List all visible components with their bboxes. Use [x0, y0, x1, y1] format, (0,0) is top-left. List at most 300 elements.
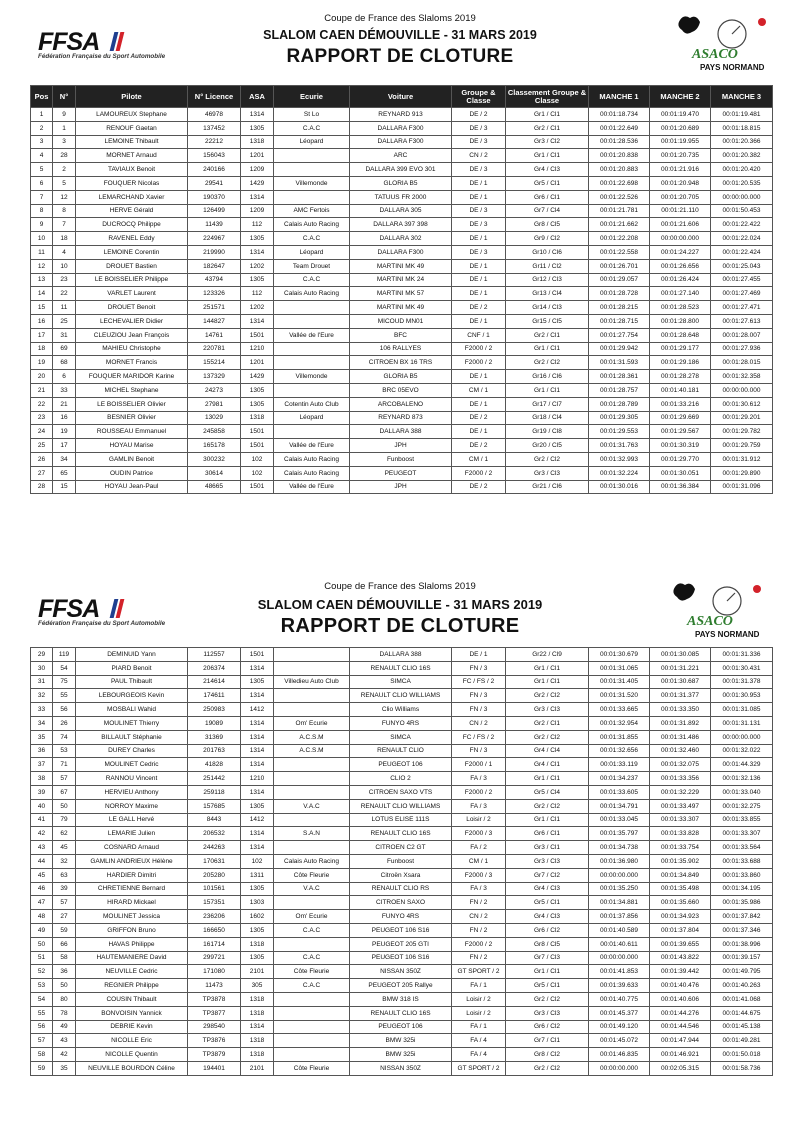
table-cell: DE / 2: [452, 301, 506, 315]
table-cell: 1412: [241, 813, 274, 827]
table-cell: Gr2 / Cl2: [506, 452, 589, 466]
table-cell: 240166: [188, 163, 241, 177]
table-row: [31, 661, 773, 675]
table-cell: 8443: [188, 813, 241, 827]
table-cell: GRIFFON Bruno: [76, 923, 188, 937]
table-cell: 00:01:20.705: [650, 190, 711, 204]
table-cell: 00:01:20.735: [650, 149, 711, 163]
table-cell: 00:01:20.366: [711, 135, 773, 149]
ffsa-logo-subtitle: Fédération Française du Sport Automobile: [38, 620, 166, 627]
table-cell: Gr4 / Cl3: [506, 163, 589, 177]
table-cell: 119: [53, 648, 76, 662]
table-cell: 00:01:40.181: [650, 383, 711, 397]
table-cell: [274, 992, 350, 1006]
table-row: [31, 882, 773, 896]
table-cell: 19089: [188, 716, 241, 730]
table-cell: A.C.S.M: [274, 744, 350, 758]
table-cell: 13: [31, 273, 53, 287]
table-cell: RENOUF Gaetan: [76, 121, 188, 135]
table-cell: 2101: [241, 965, 274, 979]
table-cell: 00:01:33.564: [711, 841, 773, 855]
table-cell: Loisir / 2: [452, 813, 506, 827]
table-cell: 251442: [188, 772, 241, 786]
table-cell: REGNIER Philippe: [76, 979, 188, 993]
table-cell: 8: [31, 204, 53, 218]
table-cell: BRC 05EVO: [350, 383, 452, 397]
table-cell: 4: [31, 149, 53, 163]
table-cell: 00:01:32.358: [711, 370, 773, 384]
table-cell: DE / 3: [452, 135, 506, 149]
table-cell: Gr11 / Cl2: [506, 259, 589, 273]
table-cell: CITROEN SAXO VTS: [350, 785, 452, 799]
table-cell: 66: [53, 937, 76, 951]
table-cell: 1314: [241, 245, 274, 259]
table-cell: 11: [53, 301, 76, 315]
table-cell: Gr1 / Cl1: [506, 965, 589, 979]
table-cell: CM / 1: [452, 383, 506, 397]
table-cell: DE / 1: [452, 259, 506, 273]
table-cell: Gr4 / Cl3: [506, 910, 589, 924]
table-cell: 00:01:20.535: [711, 176, 773, 190]
table-cell: Gr2 / Cl1: [506, 328, 589, 342]
table-cell: 00:01:21.781: [589, 204, 650, 218]
table-cell: 00:01:30.431: [711, 661, 773, 675]
table-cell: 00:01:20.689: [650, 121, 711, 135]
table-cell: 1201: [241, 356, 274, 370]
table-row: [31, 204, 773, 218]
table-cell: FA / 4: [452, 1034, 506, 1048]
table-cell: 11473: [188, 979, 241, 993]
table-cell: 00:01:35.498: [650, 882, 711, 896]
table-cell: 1429: [241, 370, 274, 384]
table-cell: 00:01:29.567: [650, 425, 711, 439]
table-cell: 00:01:33.119: [589, 758, 650, 772]
table-row: [31, 190, 773, 204]
table-cell: Clio Williams: [350, 703, 452, 717]
table-cell: Léopard: [274, 245, 350, 259]
table-cell: 00:01:40.589: [589, 923, 650, 937]
table-cell: 00:01:32.136: [711, 772, 773, 786]
table-cell: 1305: [241, 397, 274, 411]
table-cell: Gr2 / Cl2: [506, 730, 589, 744]
table-row: [31, 868, 773, 882]
table-cell: 00:01:34.849: [650, 868, 711, 882]
column-header: MANCHE 1: [589, 86, 650, 108]
table-cell: 00:01:40.263: [711, 979, 773, 993]
table-cell: 30614: [188, 466, 241, 480]
table-cell: RENAULT CLIO: [350, 744, 452, 758]
table-cell: Côte Fleurie: [274, 868, 350, 882]
table-cell: 00:01:35.986: [711, 896, 773, 910]
table-row: [31, 827, 773, 841]
table-cell: 00:01:25.043: [711, 259, 773, 273]
table-cell: BONVOISIN Yannick: [76, 1006, 188, 1020]
table-cell: 1314: [241, 785, 274, 799]
table-cell: PIARD Benoit: [76, 661, 188, 675]
table-cell: C.A.C: [274, 232, 350, 246]
table-cell: Calais Auto Racing: [274, 287, 350, 301]
table-cell: GAMLIN Benoit: [76, 452, 188, 466]
table-cell: 00:01:29.782: [711, 425, 773, 439]
table-cell: 00:01:37.856: [589, 910, 650, 924]
table-cell: FN / 3: [452, 703, 506, 717]
table-cell: 00:01:39.442: [650, 965, 711, 979]
table-row: [31, 135, 773, 149]
table-cell: 190370: [188, 190, 241, 204]
table-cell: 166650: [188, 923, 241, 937]
table-cell: 00:01:28.278: [650, 370, 711, 384]
table-cell: 28: [53, 149, 76, 163]
table-cell: 1314: [241, 716, 274, 730]
table-cell: RENAULT CLIO WILLIAMS: [350, 689, 452, 703]
table-cell: 205280: [188, 868, 241, 882]
table-cell: 1318: [241, 411, 274, 425]
table-cell: 5: [31, 163, 53, 177]
table-cell: 00:01:33.350: [650, 703, 711, 717]
table-cell: Gr3 / Cl2: [506, 135, 589, 149]
table-cell: Gr2 / Cl1: [506, 716, 589, 730]
table-cell: 00:01:32.993: [589, 452, 650, 466]
table-cell: 00:01:21.110: [650, 204, 711, 218]
table-cell: 244263: [188, 841, 241, 855]
column-header: ASA: [241, 86, 274, 108]
table-cell: Gr3 / Cl3: [506, 1006, 589, 1020]
table-cell: Léopard: [274, 411, 350, 425]
table-cell: 27: [53, 910, 76, 924]
table-cell: 157351: [188, 896, 241, 910]
table-cell: FUNYO 4RS: [350, 910, 452, 924]
table-cell: RAVENEL Eddy: [76, 232, 188, 246]
table-cell: MARTINI MK 24: [350, 273, 452, 287]
table-cell: F2000 / 2: [452, 356, 506, 370]
table-cell: 00:01:58.736: [711, 1061, 773, 1075]
table-cell: 00:01:34.237: [589, 772, 650, 786]
table-cell: Gr1 / Cl1: [506, 149, 589, 163]
table-cell: RENAULT CLIO WILLIAMS: [350, 799, 452, 813]
table-cell: 21: [31, 383, 53, 397]
table-cell: DROUET Benoit: [76, 301, 188, 315]
table-cell: 00:01:26.701: [589, 259, 650, 273]
table-cell: 00:01:22.526: [589, 190, 650, 204]
table-cell: 220781: [188, 342, 241, 356]
table-cell: C.A.C: [274, 979, 350, 993]
table-cell: 36: [53, 965, 76, 979]
table-cell: 15: [53, 480, 76, 494]
table-cell: 00:01:33.216: [650, 397, 711, 411]
table-cell: 31: [53, 328, 76, 342]
table-cell: LOTUS ELISE 111S: [350, 813, 452, 827]
table-cell: Gr7 / Cl3: [506, 951, 589, 965]
table-cell: MARTINI MK 49: [350, 301, 452, 315]
table-cell: 298540: [188, 1020, 241, 1034]
table-cell: 26: [53, 716, 76, 730]
table-cell: DALLARA 399 EVO 301: [350, 163, 452, 177]
table-cell: DALLARA 302: [350, 232, 452, 246]
table-cell: 48665: [188, 480, 241, 494]
table-cell: 157685: [188, 799, 241, 813]
table-cell: PEUGEOT 106: [350, 758, 452, 772]
table-cell: 00:01:19.481: [711, 108, 773, 122]
table-cell: 11: [31, 245, 53, 259]
table-cell: 37: [31, 758, 53, 772]
table-cell: 12: [53, 190, 76, 204]
table-cell: 00:01:33.045: [589, 813, 650, 827]
table-cell: 20: [31, 370, 53, 384]
table-cell: 00:01:38.996: [711, 937, 773, 951]
table-cell: HOYAU Jean-Paul: [76, 480, 188, 494]
table-cell: 1318: [241, 1006, 274, 1020]
table-cell: 43: [31, 841, 53, 855]
table-cell: 28: [31, 480, 53, 494]
table-cell: DE / 2: [452, 480, 506, 494]
table-row: [31, 1048, 773, 1062]
table-cell: FA / 1: [452, 1020, 506, 1034]
table-cell: FN / 2: [452, 896, 506, 910]
table-cell: 00:01:28.007: [711, 328, 773, 342]
table-cell: 00:01:30.953: [711, 689, 773, 703]
table-cell: [274, 937, 350, 951]
table-cell: 00:01:29.186: [650, 356, 711, 370]
table-row: [31, 149, 773, 163]
table-cell: REYNARD 913: [350, 108, 452, 122]
table-cell: 00:01:21.916: [650, 163, 711, 177]
table-cell: 219990: [188, 245, 241, 259]
table-cell: 43: [53, 1034, 76, 1048]
table-cell: F2000 / 1: [452, 758, 506, 772]
table-cell: 6: [53, 370, 76, 384]
table-cell: 1318: [241, 1048, 274, 1062]
table-cell: Léopard: [274, 135, 350, 149]
table-cell: 53: [53, 744, 76, 758]
table-cell: DALLARA F300: [350, 121, 452, 135]
ffsa-logo-word: FFSA: [38, 595, 100, 623]
table-cell: 1210: [241, 342, 274, 356]
table-cell: BILLAULT Stéphanie: [76, 730, 188, 744]
table-cell: MOULINET Cedric: [76, 758, 188, 772]
table-cell: SIMCA: [350, 730, 452, 744]
table-cell: [274, 1034, 350, 1048]
table-cell: 00:01:21.662: [589, 218, 650, 232]
table-cell: 00:01:32.224: [589, 466, 650, 480]
table-row: [31, 176, 773, 190]
table-cell: 00:01:40.606: [650, 992, 711, 1006]
table-cell: Gr4 / Cl1: [506, 758, 589, 772]
table-row: [31, 121, 773, 135]
table-cell: 1318: [241, 1034, 274, 1048]
table-cell: Gr16 / Cl6: [506, 370, 589, 384]
column-header: Classement Groupe & Classe: [506, 86, 589, 108]
table-cell: 156043: [188, 149, 241, 163]
table-row: [31, 648, 773, 662]
table-cell: 00:01:37.804: [650, 923, 711, 937]
table-row: [31, 675, 773, 689]
table-cell: 25: [53, 314, 76, 328]
table-cell: 1209: [241, 163, 274, 177]
table-cell: 00:01:31.486: [650, 730, 711, 744]
table-cell: 31: [31, 675, 53, 689]
table-cell: 101561: [188, 882, 241, 896]
table-cell: Gr12 / Cl3: [506, 273, 589, 287]
column-header: Pilote: [76, 86, 188, 108]
table-cell: 00:01:27.471: [711, 301, 773, 315]
table-cell: 56: [31, 1020, 53, 1034]
table-cell: 00:02:05.315: [650, 1061, 711, 1075]
table-cell: 236206: [188, 910, 241, 924]
table-cell: JPH: [350, 439, 452, 453]
table-cell: 42: [31, 827, 53, 841]
table-row: [31, 937, 773, 951]
table-cell: 26: [31, 452, 53, 466]
table-cell: COUSIN Thibault: [76, 992, 188, 1006]
table-row: [31, 480, 773, 494]
table-cell: 43794: [188, 273, 241, 287]
table-cell: FC / FS / 2: [452, 675, 506, 689]
table-cell: 1318: [241, 937, 274, 951]
table-cell: FN / 3: [452, 689, 506, 703]
table-cell: V.A.C: [274, 882, 350, 896]
table-cell: PEUGEOT 205 Rallye: [350, 979, 452, 993]
table-cell: GLORIA B5: [350, 370, 452, 384]
table-cell: 53: [31, 979, 53, 993]
table-cell: MOSBALI Wahid: [76, 703, 188, 717]
table-cell: LECHEVALIER Didier: [76, 314, 188, 328]
table-cell: 00:01:45.377: [589, 1006, 650, 1020]
table-cell: [274, 163, 350, 177]
table-cell: 00:01:26.656: [650, 259, 711, 273]
table-row: [31, 951, 773, 965]
table-cell: 00:01:31.892: [650, 716, 711, 730]
table-cell: 30: [31, 661, 53, 675]
table-cell: 00:00:00.000: [711, 730, 773, 744]
table-cell: 00:01:28.215: [589, 301, 650, 315]
table-cell: MARTINI MK 49: [350, 259, 452, 273]
table-cell: DROUET Bastien: [76, 259, 188, 273]
table-cell: FOUQUER MARIDOR Karine: [76, 370, 188, 384]
table-row: [31, 910, 773, 924]
table-cell: 18: [53, 232, 76, 246]
table-cell: GLORIA B5: [350, 176, 452, 190]
table-cell: 00:01:32.954: [589, 716, 650, 730]
table-cell: CM / 1: [452, 452, 506, 466]
table-cell: 00:01:26.424: [650, 273, 711, 287]
table-cell: HOYAU Marise: [76, 439, 188, 453]
table-cell: 80: [53, 992, 76, 1006]
table-cell: DE / 1: [452, 370, 506, 384]
table-cell: 35: [53, 1061, 76, 1075]
table-cell: Côte Fleurie: [274, 1061, 350, 1075]
table-cell: Gr2 / Cl2: [506, 356, 589, 370]
table-cell: 00:01:35.660: [650, 896, 711, 910]
table-cell: 00:01:18.734: [589, 108, 650, 122]
table-cell: RENAULT CLIO 16S: [350, 1006, 452, 1020]
table-cell: 55: [31, 1006, 53, 1020]
table-cell: Gr3 / Cl1: [506, 841, 589, 855]
cup-title: Coupe de France des Slaloms 2019: [324, 581, 476, 592]
table-cell: 27: [31, 466, 53, 480]
table-cell: 22: [31, 397, 53, 411]
table-cell: Gr9 / Cl2: [506, 232, 589, 246]
table-cell: 251571: [188, 301, 241, 315]
table-cell: CN / 2: [452, 910, 506, 924]
table-cell: 1210: [241, 772, 274, 786]
table-cell: 3: [31, 135, 53, 149]
table-cell: 123326: [188, 287, 241, 301]
table-cell: HAVAS Philippe: [76, 937, 188, 951]
table-cell: Gr3 / Cl3: [506, 703, 589, 717]
column-header: MANCHE 2: [650, 86, 711, 108]
table-cell: 00:01:46.835: [589, 1048, 650, 1062]
table-cell: 1318: [241, 992, 274, 1006]
table-cell: 00:01:29.770: [650, 452, 711, 466]
table-cell: CN / 2: [452, 149, 506, 163]
table-cell: 126499: [188, 204, 241, 218]
table-cell: GAMLIN ANDRIEUX Hélène: [76, 854, 188, 868]
table-cell: Villemonde: [274, 176, 350, 190]
table-cell: Gr6 / Cl2: [506, 923, 589, 937]
table-cell: JPH: [350, 480, 452, 494]
table-cell: DE / 3: [452, 204, 506, 218]
table-cell: 34: [53, 452, 76, 466]
table-cell: [274, 190, 350, 204]
table-cell: 00:01:36.384: [650, 480, 711, 494]
table-cell: 00:01:32.229: [650, 785, 711, 799]
table-cell: 1305: [241, 121, 274, 135]
table-cell: [274, 149, 350, 163]
table-row: [31, 245, 773, 259]
table-cell: 171080: [188, 965, 241, 979]
table-cell: 00:01:31.855: [589, 730, 650, 744]
table-cell: CLIO 2: [350, 772, 452, 786]
table-cell: DALLARA 388: [350, 648, 452, 662]
table-cell: FA / 4: [452, 1048, 506, 1062]
table-cell: CITROEN SAXO: [350, 896, 452, 910]
table-cell: 17: [53, 439, 76, 453]
table-cell: DE / 1: [452, 232, 506, 246]
table-cell: CHRETIENNE Bernard: [76, 882, 188, 896]
table-cell: 69: [53, 342, 76, 356]
table-cell: 00:01:33.605: [589, 785, 650, 799]
table-cell: DE / 1: [452, 176, 506, 190]
table-cell: DALLARA 397 398: [350, 218, 452, 232]
asaco-logo-subtext: PAYS NORMAND: [695, 630, 760, 639]
table-cell: [274, 314, 350, 328]
table-cell: 00:01:29.305: [589, 411, 650, 425]
table-cell: 1501: [241, 439, 274, 453]
table-cell: 1314: [241, 314, 274, 328]
table-cell: 33: [53, 383, 76, 397]
table-cell: 47: [31, 896, 53, 910]
table-cell: 29541: [188, 176, 241, 190]
table-cell: 00:01:28.536: [589, 135, 650, 149]
results-table-2: [30, 647, 773, 1076]
table-cell: 19: [31, 356, 53, 370]
table-cell: LEMOINE Corentin: [76, 245, 188, 259]
table-cell: 112: [241, 287, 274, 301]
table-cell: 1314: [241, 758, 274, 772]
column-header: Voiture: [350, 86, 452, 108]
table-cell: Gr4 / Cl3: [506, 882, 589, 896]
table-cell: 14: [31, 287, 53, 301]
asaco-logo-text: ASACO: [692, 47, 738, 62]
table-cell: Funboost: [350, 452, 452, 466]
table-cell: 00:01:28.789: [589, 397, 650, 411]
table-cell: 00:01:33.356: [650, 772, 711, 786]
table-cell: OUDIN Patrice: [76, 466, 188, 480]
table-cell: 50: [31, 937, 53, 951]
table-cell: GT SPORT / 2: [452, 965, 506, 979]
table-cell: 59: [53, 923, 76, 937]
table-cell: 00:01:41.853: [589, 965, 650, 979]
